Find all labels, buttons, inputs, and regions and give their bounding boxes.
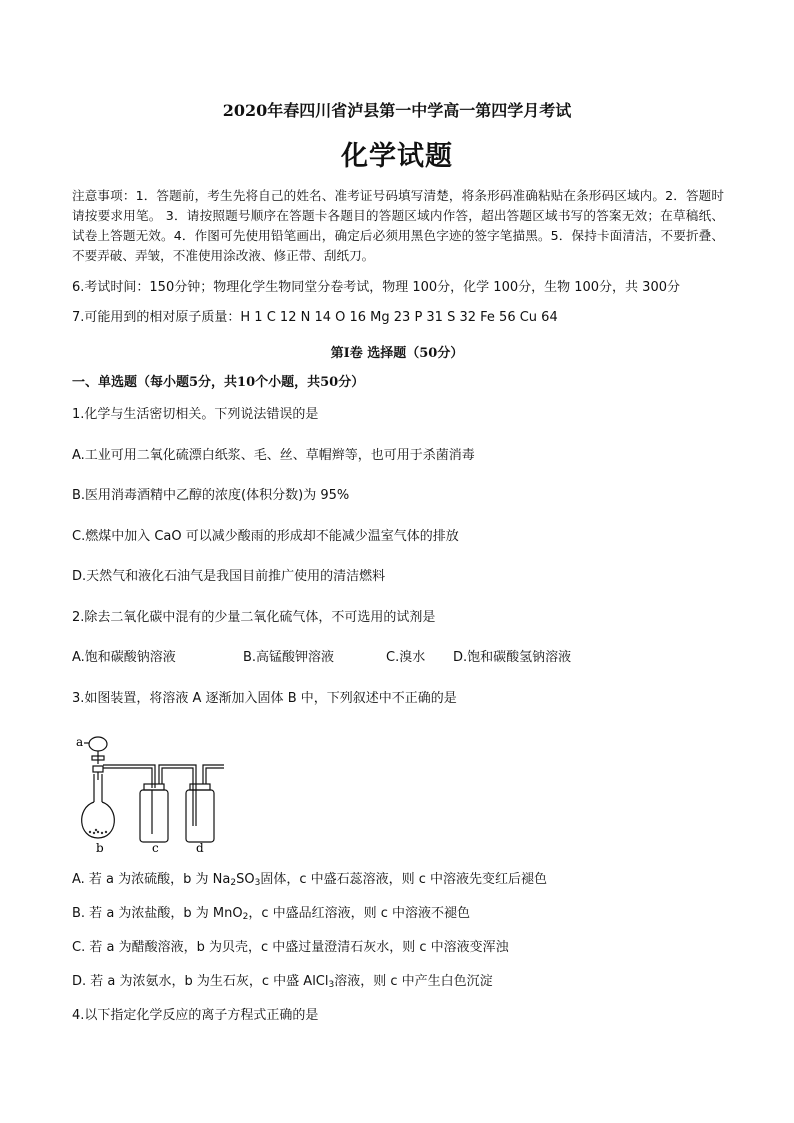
figure-label-b: b (96, 841, 104, 855)
q2-option-d: D.饱和碳酸氢钠溶液 (453, 650, 572, 665)
figure-label-d: d (196, 841, 204, 855)
q2-options (72, 649, 571, 667)
q3-option-a: A. 若 a 为浓硫酸，b 为 $Na_2SO_3$固体，c 中盛石蕊溶液，则 c 中溶液先变红后褪色 (72, 872, 548, 888)
q3-stem: 3.如图装置，将溶液 A 逐渐加入固体 B 中，下列叙述中不正确的是 (72, 691, 457, 706)
q1-option-b: B.医用消毒酒精中乙醇的浓度(体积分数)为 95% (72, 488, 350, 503)
atomic-masses: 7.可能用到的相对原子质量：H 1 C 12 N 14 O 16 Mg 23 P 31 S 32 Fe 56 Cu 64 (72, 310, 558, 325)
lab-apparatus-figure (72, 728, 242, 856)
figure-label-a: a (76, 735, 84, 749)
q3-option-b: B. 若 a 为浓盐酸，b 为 MnO$_2$，c 中盛品红溶液，则 c 中溶液不褪色 (72, 906, 471, 922)
part-title: 一、单选题（每小题5分，共10个小题，共50分） (72, 375, 365, 390)
q2-option-c: C.溴水 (386, 650, 426, 665)
exam-time: 6.考试时间：150分钟；物理化学生物同堂分卷考试，物理 100分，化学 100分，生物 100分，共 300分 (72, 280, 680, 295)
figure-label-c: c (152, 841, 159, 855)
section-title: 第Ⅰ卷 选择题（50分） (330, 346, 464, 361)
exam-notice: 注意事项：1．答题前，考生先将自己的姓名、准考证号码填写清楚，将条形码准确粘贴在条形码区域内。2．答题时请按要求用笔。 3．请按照题号顺序在答题卡各题目的答题区域内作答，超出答题区域书写的答案无效；在草稿纸、试卷上答题无效。4．作图可先使用铅笔画出，确定后必须用黑色字迹的签字笔描黑。5．保持卡面清洁，不要折叠、不要弄破、弄皱，不准使用涂改液、修正带、刮纸刀。 (72, 188, 724, 263)
q1-option-c: C.燃煤中加入 CaO 可以减少酸雨的形成却不能减少温室气体的排放 (72, 529, 459, 544)
page-title-line1: 2020年春四川省泸县第一中学高一第四学月考试 (222, 101, 572, 120)
page-title-line2: 化学试题 (341, 141, 453, 172)
q2-stem: 2.除去二氧化碳中混有的少量二氧化硫气体，不可选用的试剂是 (72, 610, 436, 625)
q4-stem: 4.以下指定化学反应的离子方程式正确的是 (72, 1008, 319, 1023)
q2-option-b: B.高锰酸钾溶液 (243, 650, 335, 665)
q3-option-c: C. 若 a 为醋酸溶液，b 为贝壳，c 中盛过量澄清石灰水，则 c 中溶液变浑浊 (72, 940, 509, 955)
q1-stem: 1.化学与生活密切相关。下列说法错误的是 (72, 407, 319, 422)
q2-option-a: A.饱和碳酸钠溶液 (72, 650, 176, 665)
q3-option-d: D. 若 a 为浓氨水，b 为生石灰，c 中盛 AlCl$_3$溶液，则 c 中产生白色沉淀 (72, 974, 493, 990)
q1-option-d: D.天然气和液化石油气是我国目前推广使用的清洁燃料 (72, 569, 386, 584)
q1-option-a: A.工业可用二氧化硫漂白纸浆、毛、丝、草帽辫等，也可用于杀菌消毒 (72, 448, 475, 463)
